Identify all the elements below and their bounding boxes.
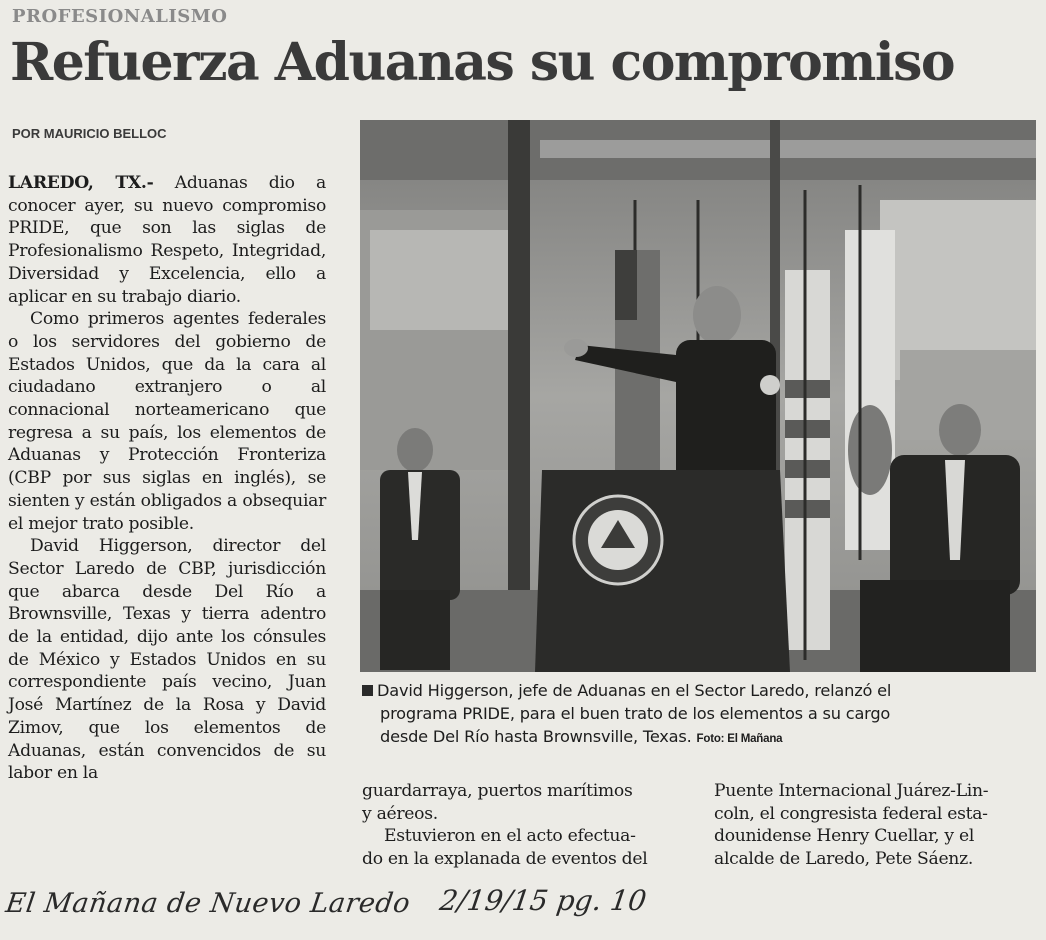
col2-line: Estuvieron en el acto efectua-	[384, 826, 636, 847]
byline: POR MAURICIO BELLOC	[12, 126, 167, 141]
article-column-2	[362, 780, 690, 871]
dateline: LAREDO, TX.-	[8, 173, 154, 193]
article-column-3	[714, 780, 1036, 871]
caption-bullet-icon	[362, 685, 373, 696]
col3-line: coln, el congresista federal esta-	[714, 803, 988, 824]
photo-illustration	[360, 120, 1036, 672]
col2-line: guardarraya, puertos marítimos	[362, 781, 633, 801]
photo-credit: Foto: El Mañana	[696, 733, 783, 745]
caption-line-2: programa PRIDE, para el buen trato de los elementos a su cargo	[380, 704, 891, 723]
headline: Refuerza Aduanas su compromiso	[10, 32, 955, 93]
caption-line-3-wrap	[362, 725, 1032, 751]
paragraph-1	[8, 172, 326, 308]
photo-caption	[362, 679, 1032, 751]
news-photo	[360, 120, 1036, 672]
col3-line: dounidense Henry Cuellar, y el	[714, 826, 975, 847]
caption-line-1: David Higgerson, jefe de Aduanas en el Sector Laredo, relanzó el	[377, 681, 892, 700]
col2-line: y aéreos.	[362, 803, 438, 824]
paragraph-3: David Higgerson, director del Sector Laredo de CBP, jurisdicción que abarca desde Del Río a Brownsville, Texas y tierra adentro de la entidad, dijo ante los cónsules de México y Estados Unidos en su correspondiente país vecino, Juan José Martínez de la Rosa y David Zimov, que los elementos de Aduanas, están convencidos de su labor en la	[8, 536, 326, 784]
col3-line: Puente Internacional Juárez-Lin-	[714, 781, 989, 801]
section-kicker: PROFESIONALISMO	[12, 6, 228, 27]
podium	[535, 470, 790, 672]
handwritten-source: El Mañana de Nuevo Laredo	[3, 888, 413, 919]
paragraph-2: Como primeros agentes federales o los servidores del gobierno de Estados Unidos, que da la cara al ciudadano extranjero o al connacional norteamericano que regresa a su país, los elementos de Aduanas y Protección Fronteriza (CBP por sus siglas en inglés), se sienten y están obligados a obsequiar el mejor trato posible.	[8, 309, 326, 534]
col3-line: alcalde de Laredo, Pete Sáenz.	[714, 849, 974, 870]
caption-line-3: desde Del Río hasta Brownsville, Texas.	[380, 727, 692, 746]
article-column-1	[8, 172, 326, 785]
col2-line: do en la explanada de eventos del	[362, 849, 648, 870]
handwritten-date: 2/19/15 pg. 10	[437, 884, 649, 917]
paragraph-1-text: Aduanas dio a conocer ayer, su nuevo compromiso PRIDE, que son las siglas de Profesionalismo Respeto, Integridad, Diversidad y Excelencia, ello a aplicar en su trabajo diario.	[8, 173, 326, 307]
